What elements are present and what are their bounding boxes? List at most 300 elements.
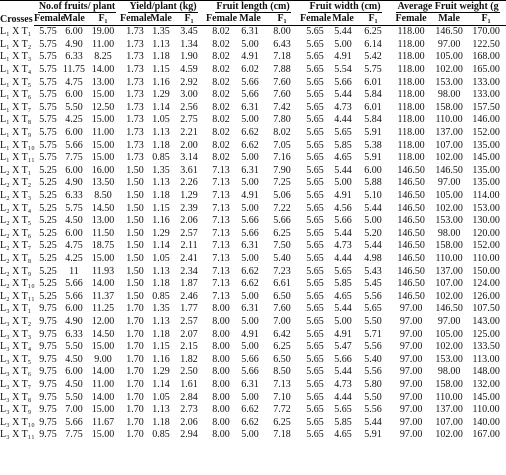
cross-label: L₃ X T₂: [0, 315, 32, 327]
table-cell: 97.00: [399, 429, 423, 441]
table-cell: 6.43: [273, 38, 291, 50]
table-cell: 97.00: [399, 341, 423, 353]
table-cell: 5.45: [364, 278, 382, 290]
table-cell: 6.33: [65, 190, 83, 202]
table-cell: 6.31: [241, 26, 259, 38]
table-cell: 5.65: [306, 278, 324, 290]
table-cell: 118.00: [397, 152, 425, 164]
cross-label: L₁ X T₇: [0, 101, 32, 113]
table-cell: 97.00: [399, 353, 423, 365]
table-cell: 5.66: [241, 366, 259, 378]
table-cell: 2.07: [180, 328, 198, 340]
table-row: [0, 366, 506, 379]
table-cell: 5.44: [334, 303, 352, 315]
table-cell: 107.00: [435, 416, 463, 428]
table-row: [0, 102, 506, 115]
table-cell: 5.65: [306, 101, 324, 113]
table-cell: 8.02: [212, 101, 230, 113]
table-cell: 97.00: [399, 328, 423, 340]
cross-label: L₂ X T₈: [0, 252, 32, 264]
table-cell: 137.00: [435, 404, 463, 416]
table-cell: 5.66: [65, 290, 83, 302]
table-cell: 97.00: [399, 366, 423, 378]
table-cell: 2.21: [180, 127, 198, 139]
table-cell: 4.91: [334, 190, 352, 202]
table-cell: 4.91: [241, 190, 259, 202]
table-cell: 5.65: [306, 315, 324, 327]
table-row: [0, 152, 506, 165]
table-cell: 5.38: [364, 139, 382, 151]
table-cell: 11.00: [91, 127, 115, 139]
table-cell: 2.06: [180, 215, 198, 227]
table-cell: 1.15: [152, 64, 170, 76]
table-cell: 2.57: [180, 315, 198, 327]
table-cell: 4.50: [65, 215, 83, 227]
table-cell: 5.75: [39, 127, 57, 139]
table-cell: 170.00: [472, 26, 500, 38]
table-cell: 4.65: [334, 290, 352, 302]
table-cell: 5.75: [39, 139, 57, 151]
table-row: [0, 341, 506, 354]
table-cell: 5.65: [306, 177, 324, 189]
table-cell: 5.66: [334, 76, 352, 88]
table-cell: 5.88: [364, 177, 382, 189]
table-cell: 7.80: [273, 114, 291, 126]
table-cell: 1.70: [126, 429, 144, 441]
table-row: [0, 76, 506, 89]
table-row: [0, 202, 506, 215]
table-cell: 4.90: [65, 177, 83, 189]
table-cell: 5.44: [334, 227, 352, 239]
table-cell: 1.13: [152, 38, 170, 50]
cross-label: L₃ X T₆: [0, 366, 32, 378]
table-cell: 7.13: [212, 215, 230, 227]
table-cell: 4.75: [65, 240, 83, 252]
table-row: [0, 429, 506, 442]
table-cell: 2.15: [180, 341, 198, 353]
table-cell: 7.13: [212, 164, 230, 176]
table-cell: 6.00: [65, 227, 83, 239]
table-cell: 11.00: [91, 38, 115, 50]
table-cell: 118.00: [397, 101, 425, 113]
cross-label: L₃ X T₁₁: [0, 429, 35, 441]
table-cell: 5.65: [306, 404, 324, 416]
table-cell: 9.75: [39, 303, 57, 315]
sub-header-female: Female: [120, 13, 152, 24]
table-cell: 5.91: [364, 152, 382, 164]
group-header-length: Fruit length (cm): [206, 1, 300, 14]
table-row: [0, 215, 506, 228]
table-cell: 6.31: [241, 378, 259, 390]
table-cell: 1.73: [126, 76, 144, 88]
table-cell: 1.50: [126, 202, 144, 214]
table-cell: 5.44: [334, 164, 352, 176]
table-cell: 7.00: [273, 315, 291, 327]
table-cell: 5.71: [364, 328, 382, 340]
table-cell: 8.02: [212, 114, 230, 126]
table-cell: 1.70: [126, 366, 144, 378]
table-row: [0, 228, 506, 241]
table-cell: 5.25: [39, 190, 57, 202]
cross-label: L₂ X T₁: [0, 164, 32, 176]
table-cell: 6.42: [273, 328, 291, 340]
table-cell: 1.13: [152, 127, 170, 139]
table-cell: 118.00: [397, 51, 425, 63]
table-cell: 12.00: [91, 315, 115, 327]
table-cell: 2.56: [180, 101, 198, 113]
table-cell: 2.26: [180, 177, 198, 189]
table-cell: 5.40: [364, 353, 382, 365]
table-cell: 107.00: [435, 278, 463, 290]
table-cell: 8.50: [94, 190, 112, 202]
table-cell: 8.00: [212, 341, 230, 353]
table-cell: 146.50: [435, 164, 463, 176]
table-cell: 6.00: [65, 164, 83, 176]
table-cell: 168.00: [472, 51, 500, 63]
table-cell: 150.00: [472, 265, 500, 277]
table-cell: 9.75: [39, 328, 57, 340]
table-cell: 97.00: [399, 378, 423, 390]
table-cell: 124.00: [472, 278, 500, 290]
table-cell: 8.00: [212, 303, 230, 315]
table-cell: 6.00: [65, 127, 83, 139]
cross-label: L₂ X T₉: [0, 265, 32, 277]
table-cell: 2.73: [180, 404, 198, 416]
table-row: [0, 404, 506, 417]
cross-label: L₂ X T₄: [0, 202, 32, 214]
table-cell: 146.50: [397, 202, 425, 214]
table-cell: 7.42: [273, 101, 291, 113]
table-cell: 5.00: [241, 429, 259, 441]
cross-label: L₂ X T₂: [0, 177, 32, 189]
table-row: [0, 391, 506, 404]
table-cell: 1.18: [152, 190, 170, 202]
table-cell: 5.00: [241, 315, 259, 327]
table-cell: 9.75: [39, 341, 57, 353]
table-row: [0, 39, 506, 52]
table-cell: 4.90: [65, 38, 83, 50]
table-cell: 1.70: [126, 391, 144, 403]
table-cell: 1.18: [152, 278, 170, 290]
table-cell: 146.00: [472, 114, 500, 126]
table-cell: 4.65: [334, 152, 352, 164]
table-cell: 7.13: [212, 227, 230, 239]
table-cell: 146.50: [397, 164, 425, 176]
table-cell: 18.75: [91, 240, 115, 252]
table-cell: 143.00: [472, 315, 500, 327]
table-cell: 1.61: [180, 378, 198, 390]
table-cell: 6.25: [273, 341, 291, 353]
table-cell: 1.14: [152, 378, 170, 390]
table-cell: 1.16: [152, 215, 170, 227]
table-cell: 5.44: [364, 416, 382, 428]
cross-label: L₂ X T₁₀: [0, 278, 35, 290]
table-cell: 7.60: [273, 76, 291, 88]
table-cell: 97.00: [399, 315, 423, 327]
table-cell: 13.00: [91, 76, 115, 88]
table-cell: 1.70: [126, 404, 144, 416]
table-cell: 8.02: [273, 127, 291, 139]
table-cell: 6.61: [273, 278, 291, 290]
table-cell: 5.00: [241, 252, 259, 264]
table-cell: 6.00: [65, 26, 83, 38]
table-cell: 146.50: [397, 240, 425, 252]
table-cell: 3.61: [180, 164, 198, 176]
table-cell: 1.16: [152, 353, 170, 365]
table-cell: 1.82: [180, 353, 198, 365]
table-cell: 4.50: [65, 353, 83, 365]
table-cell: 1.73: [126, 89, 144, 101]
table-cell: 5.44: [364, 202, 382, 214]
table-cell: 11.50: [91, 227, 115, 239]
cross-label: L₂ X T₁₁: [0, 290, 35, 302]
table-cell: 110.00: [435, 114, 463, 126]
table-cell: 1.50: [126, 164, 144, 176]
table-cell: 5.65: [334, 127, 352, 139]
table-cell: 2.57: [180, 227, 198, 239]
table-row: [0, 127, 506, 140]
table-cell: 153.00: [472, 202, 500, 214]
sub-header-male: Male: [63, 13, 85, 24]
table-cell: 118.00: [397, 114, 425, 126]
table-cell: 5.75: [39, 64, 57, 76]
table-cell: 4.98: [364, 252, 382, 264]
table-cell: 5.65: [306, 227, 324, 239]
table-cell: 5.84: [364, 114, 382, 126]
table-cell: 12.50: [91, 101, 115, 113]
table-cell: 8.00: [212, 391, 230, 403]
table-cell: 4.91: [241, 328, 259, 340]
table-cell: 7.13: [212, 290, 230, 302]
table-cell: 5.00: [241, 341, 259, 353]
table-cell: 6.00: [65, 366, 83, 378]
table-cell: 8.02: [212, 139, 230, 151]
table-cell: 7.10: [273, 391, 291, 403]
sub-header-female: Female: [34, 13, 66, 24]
table-cell: 5.65: [306, 416, 324, 428]
table-cell: 6.14: [364, 38, 382, 50]
table-cell: 14.00: [91, 64, 115, 76]
table-row: [0, 89, 506, 102]
table-cell: 4.73: [334, 240, 352, 252]
table-cell: 135.00: [472, 139, 500, 151]
table-cell: 4.56: [334, 202, 352, 214]
table-cell: 98.00: [437, 89, 461, 101]
table-cell: 4.73: [334, 378, 352, 390]
table-cell: 2.46: [180, 290, 198, 302]
table-cell: 15.00: [91, 114, 115, 126]
table-cell: 5.66: [241, 215, 259, 227]
group-header-row: [0, 1, 506, 14]
table-cell: 7.13: [212, 265, 230, 277]
table-cell: 5.84: [364, 89, 382, 101]
table-cell: 15.00: [91, 252, 115, 264]
table-cell: 1.18: [152, 416, 170, 428]
table-cell: 8.02: [212, 76, 230, 88]
cross-label: L₂ X T₅: [0, 215, 32, 227]
table-cell: 1.18: [152, 328, 170, 340]
table-row: [0, 26, 506, 39]
table-cell: 102.00: [435, 64, 463, 76]
table-cell: 5.65: [306, 127, 324, 139]
table-row: [0, 379, 506, 392]
table-cell: 102.00: [435, 202, 463, 214]
table-cell: 1.13: [152, 177, 170, 189]
table-cell: 5.65: [306, 252, 324, 264]
table-cell: 1.50: [126, 252, 144, 264]
table-cell: 97.00: [399, 391, 423, 403]
table-cell: 5.65: [306, 64, 324, 76]
table-cell: 2.92: [180, 76, 198, 88]
table-body: [0, 26, 506, 442]
table-cell: 5.65: [306, 215, 324, 227]
table-cell: 5.65: [306, 328, 324, 340]
table-cell: 1.73: [126, 152, 144, 164]
table-cell: 122.50: [472, 38, 500, 50]
cross-label: L₃ X T₅: [0, 353, 32, 365]
table-cell: 153.00: [435, 215, 463, 227]
table-cell: 5.25: [39, 177, 57, 189]
table-cell: 5.66: [334, 215, 352, 227]
table-cell: 5.66: [241, 89, 259, 101]
table-cell: 1.70: [126, 315, 144, 327]
table-row: [0, 265, 506, 278]
table-cell: 5.44: [334, 89, 352, 101]
table-cell: 7.18: [273, 51, 291, 63]
table-cell: 118.00: [397, 64, 425, 76]
table-cell: 5.40: [273, 252, 291, 264]
table-cell: 146.50: [435, 26, 463, 38]
table-cell: 5.85: [334, 139, 352, 151]
table-cell: 1.50: [126, 290, 144, 302]
table-cell: 0.85: [152, 290, 170, 302]
table-cell: 5.65: [306, 429, 324, 441]
table-cell: 9.75: [39, 416, 57, 428]
table-cell: 8.02: [212, 89, 230, 101]
table-cell: 158.00: [435, 101, 463, 113]
table-cell: 5.75: [39, 101, 57, 113]
table-row: [0, 114, 506, 127]
table-cell: 1.70: [126, 303, 144, 315]
group-header-weight: Average Fruit weight (g: [390, 1, 506, 14]
table-cell: 1.73: [126, 64, 144, 76]
cross-label: L₃ X T₇: [0, 378, 32, 390]
table-cell: 113.00: [472, 353, 500, 365]
table-cell: 157.50: [472, 101, 500, 113]
table-cell: 5.65: [306, 152, 324, 164]
cross-label: L₃ X T₁₀: [0, 416, 35, 428]
table-cell: 6.01: [364, 76, 382, 88]
table-cell: 1.05: [152, 391, 170, 403]
table-cell: 146.50: [397, 290, 425, 302]
table-cell: 1.87: [180, 278, 198, 290]
table-cell: 118.00: [397, 76, 425, 88]
sub-header-f1: F₁: [86, 13, 120, 26]
table-cell: 3.00: [180, 89, 198, 101]
table-cell: 4.50: [65, 378, 83, 390]
cross-label: L₂ X T₆: [0, 227, 32, 239]
table-cell: 1.73: [126, 127, 144, 139]
table-cell: 6.50: [273, 290, 291, 302]
table-cell: 15.00: [91, 152, 115, 164]
table-cell: 11.75: [62, 64, 86, 76]
table-cell: 14.50: [91, 328, 115, 340]
table-cell: 15.00: [91, 429, 115, 441]
table-cell: 6.62: [241, 404, 259, 416]
table-cell: 105.00: [435, 328, 463, 340]
table-cell: 5.54: [334, 64, 352, 76]
table-cell: 5.25: [39, 227, 57, 239]
table-cell: 5.65: [334, 265, 352, 277]
table-cell: 7.00: [65, 404, 83, 416]
table-cell: 5.65: [306, 164, 324, 176]
table-cell: 2.84: [180, 391, 198, 403]
table-cell: 1.50: [126, 265, 144, 277]
sub-header-female: Female: [390, 13, 432, 26]
table-cell: 146.50: [397, 278, 425, 290]
table-cell: 14.00: [91, 391, 115, 403]
table-cell: 98.00: [437, 366, 461, 378]
table-cell: 7.13: [273, 378, 291, 390]
table-cell: 5.65: [306, 202, 324, 214]
table-cell: 97.00: [437, 315, 461, 327]
table-row: [0, 353, 506, 366]
table-cell: 7.88: [273, 64, 291, 76]
table-cell: 7.13: [212, 202, 230, 214]
table-cell: 1.05: [152, 252, 170, 264]
table-cell: 8.00: [212, 366, 230, 378]
table-cell: 1.15: [152, 202, 170, 214]
table-cell: 5.75: [39, 89, 57, 101]
table-cell: 152.00: [472, 127, 500, 139]
table-cell: 1.50: [126, 278, 144, 290]
table-cell: 5.00: [241, 177, 259, 189]
cross-label: L₁ X T₁: [0, 26, 32, 38]
table-cell: 8.02: [212, 64, 230, 76]
table-cell: 140.00: [472, 416, 500, 428]
table-cell: 7.90: [273, 164, 291, 176]
cross-label: L₁ X T₄: [0, 64, 32, 76]
table-cell: 5.65: [306, 265, 324, 277]
table-cell: 5.50: [65, 341, 83, 353]
table-cell: 7.16: [273, 152, 291, 164]
table-cell: 7.60: [273, 303, 291, 315]
table-cell: 5.65: [364, 303, 382, 315]
table-cell: 5.00: [241, 290, 259, 302]
table-cell: 6.00: [65, 303, 83, 315]
table-cell: 1.13: [152, 265, 170, 277]
table-cell: 8.50: [273, 366, 291, 378]
table-cell: 4.91: [334, 328, 352, 340]
table-cell: 8.25: [94, 51, 112, 63]
table-cell: 5.50: [364, 315, 382, 327]
table-cell: 5.66: [241, 76, 259, 88]
table-cell: 4.44: [334, 391, 352, 403]
table-cell: 5.00: [334, 38, 352, 50]
table-cell: 6.02: [241, 64, 259, 76]
table-cell: 97.00: [399, 404, 423, 416]
table-cell: 5.75: [39, 114, 57, 126]
table-cell: 8.02: [212, 26, 230, 38]
group-header-yield: Yield/plant (kg): [120, 1, 206, 14]
table-cell: 126.00: [472, 290, 500, 302]
table-cell: 1.13: [152, 404, 170, 416]
table-cell: 120.00: [472, 227, 500, 239]
table-cell: 1.14: [152, 240, 170, 252]
table-cell: 9.75: [39, 366, 57, 378]
table-cell: 102.00: [435, 429, 463, 441]
table-cell: 5.75: [65, 202, 83, 214]
